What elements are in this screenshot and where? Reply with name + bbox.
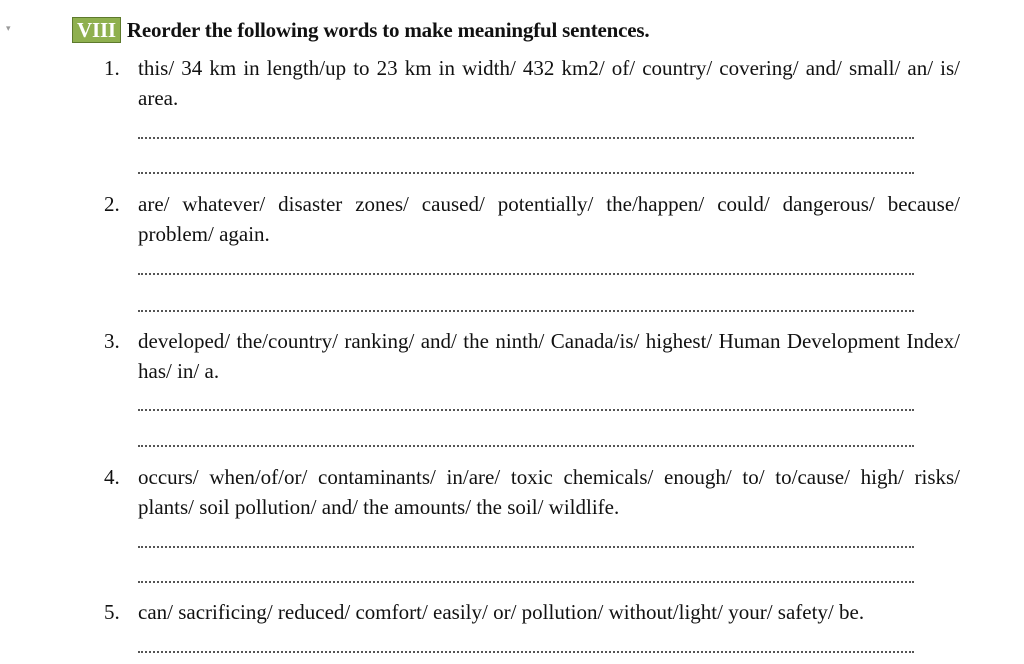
- answer-line[interactable]: [138, 137, 914, 139]
- answer-line[interactable]: [138, 172, 914, 174]
- collapse-arrow-icon[interactable]: ▾: [6, 24, 11, 34]
- item-number: 2.: [104, 192, 120, 216]
- sentence-item-5: [104, 597, 960, 627]
- item-words: developed/ the/country/ ranking/ and/ the ninth/ Canada/is/ highest/ Human Development Index/ has/ in/ a.: [138, 329, 960, 383]
- answer-line[interactable]: [138, 273, 914, 275]
- sentence-item-2: [104, 189, 960, 249]
- answer-line[interactable]: [138, 546, 914, 548]
- item-words: can/ sacrificing/ reduced/ comfort/ easily/ or/ pollution/ without/light/ your/ safety/ be.: [138, 600, 865, 624]
- answer-line[interactable]: [138, 581, 914, 583]
- item-words: this/ 34 km in length/up to 23 km in width/ 432 km2/ of/ country/ covering/ and/ small/ an/ is/ area.: [138, 56, 960, 110]
- answer-line[interactable]: [138, 445, 914, 447]
- exercise-heading: [72, 17, 649, 43]
- item-number: 5.: [104, 600, 120, 624]
- item-number: 3.: [104, 329, 120, 353]
- sentence-item-1: [104, 53, 960, 113]
- answer-line[interactable]: [138, 409, 914, 411]
- sentence-item-3: [104, 326, 960, 386]
- exercise-instruction: Reorder the following words to make meaningful sentences.: [126, 17, 650, 42]
- answer-line[interactable]: [138, 651, 914, 653]
- item-number: 4.: [104, 465, 120, 489]
- answer-line[interactable]: [138, 310, 914, 312]
- exercise-number-badge: VIII: [72, 17, 121, 43]
- item-number: 1.: [104, 56, 120, 80]
- sentence-item-4: [104, 462, 960, 522]
- item-words: are/ whatever/ disaster zones/ caused/ potentially/ the/happen/ could/ dangerous/ because/ problem/ again.: [138, 192, 960, 246]
- item-words: occurs/ when/of/or/ contaminants/ in/are/ toxic chemicals/ enough/ to/ to/cause/ high/ risks/ plants/ soil pollution/ and/ the amounts/ the soil/ wildlife.: [138, 465, 960, 519]
